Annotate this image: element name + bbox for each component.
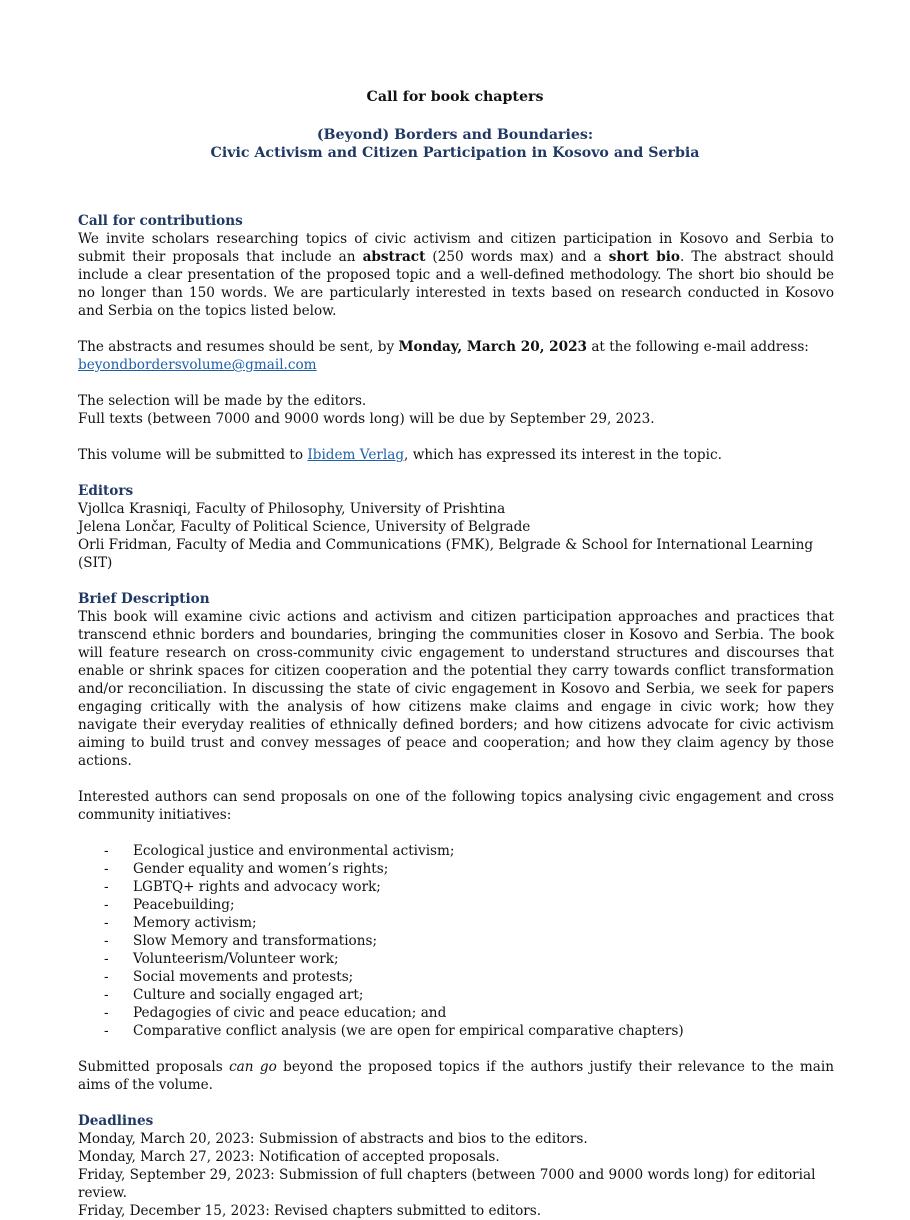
list-item-text: Pedagogies of civic and peace education; and [133, 1005, 447, 1021]
document-subtitle [0, 126, 910, 162]
list-item-text: Volunteerism/Volunteer work; [133, 951, 339, 967]
description-paragraph-2: Interested authors can send proposals on one of the following topics analysing civic engagement and cross community initiatives: [78, 789, 834, 823]
text-run: Full texts (between 7000 and 9000 words long) will be due by September 29, 2023. [78, 411, 655, 427]
list-item-text: Comparative conflict analysis (we are open for empirical comparative chapters) [133, 1023, 684, 1039]
list-item [78, 896, 834, 914]
bullet-dash: - [104, 879, 109, 895]
email-link[interactable]: beyondbordersvolume@gmail.com [78, 357, 317, 373]
section-heading-description: Brief Description [78, 591, 210, 607]
list-item-text: Culture and socially engaged art; [133, 987, 364, 1003]
topics-list [78, 842, 834, 1040]
list-item [78, 986, 834, 1004]
bullet-dash: - [104, 861, 109, 877]
emphasis-short-bio: short bio [608, 249, 680, 265]
text-run: , which has expressed its interest in the topic. [404, 447, 722, 463]
bullet-dash: - [104, 1005, 109, 1021]
deadline-entry: Friday, September 29, 2023: Submission of full chapters (between 7000 and 9000 words long) for editorial review. [78, 1167, 816, 1201]
bullet-dash: - [104, 843, 109, 859]
bullet-dash: - [104, 1023, 109, 1039]
list-item [78, 932, 834, 950]
section-heading-contributions: Call for contributions [78, 213, 243, 229]
document-title: Call for book chapters [366, 89, 544, 105]
editor-entry: Orli Fridman, Faculty of Media and Communications (FMK), Belgrade & School for International Learning (SIT) [78, 537, 814, 571]
contributions-paragraph-4 [78, 446, 834, 464]
bullet-dash: - [104, 915, 109, 931]
bullet-dash: - [104, 951, 109, 967]
text-run: beyond the proposed topics if the authors justify their relevance to the main aims of the volume. [78, 1059, 835, 1093]
section-description [78, 590, 834, 1094]
list-item-text: Peacebuilding; [133, 897, 235, 913]
list-item-text: Social movements and protests; [133, 969, 354, 985]
list-item-text: LGBTQ+ rights and advocacy work; [133, 879, 381, 895]
text-run: The abstracts and resumes should be sent, by [78, 339, 399, 355]
subtitle-line-1: (Beyond) Borders and Boundaries: [316, 127, 594, 143]
document-body [78, 212, 834, 1220]
text-run: at the following e-mail address: [587, 339, 809, 355]
emphasis-deadline-date: Monday, March 20, 2023 [398, 339, 587, 355]
list-item [78, 860, 834, 878]
emphasis-can-go: can go [229, 1059, 277, 1075]
text-run: . The abstract should include a clear presentation of the proposed topic and a well-defined methodology. The short bio should be no longer than 150 words. We are particularly interested in texts based on research conducted in Kosovo and Serbia on the topics listed below. [78, 249, 835, 319]
section-heading-editors: Editors [78, 483, 134, 499]
text-run: We invite scholars researching topics of civic activism and citizen participation in Kosovo and Serbia to submit their proposals that include an [78, 231, 834, 265]
list-item-text: Slow Memory and transformations; [133, 933, 378, 949]
subtitle-line-2: Civic Activism and Citizen Participation in Kosovo and Serbia [210, 145, 700, 161]
section-heading-deadlines: Deadlines [78, 1113, 154, 1129]
bullet-dash: - [104, 897, 109, 913]
list-item [78, 914, 834, 932]
bullet-dash: - [104, 933, 109, 949]
emphasis-abstract: abstract [362, 249, 426, 265]
list-item [78, 968, 834, 986]
section-editors [78, 482, 834, 572]
list-item-text: Memory activism; [133, 915, 257, 931]
description-paragraph-1: This book will examine civic actions and activism and citizen participation approaches and practices that transcend ethnic borders and boundaries, bringing the communities closer in Kosovo and Serbia. The book will feature research on cross-community civic engagement to understand structures and discourses that enable or shrink spaces for citizen cooperation and the potential they carry towards conflict transformation and/or reconciliation. In discussing the state of civic engagement in Kosovo and Serbia, we seek for papers engaging critically with the analysis of how citizens make claims and engage in civic work; how they navigate their everyday realities of ethnically defined borders; and how citizens advocate for civic activism aiming to build trust and convey messages of peace and cooperation; and how they claim agency by those actions. [78, 609, 834, 769]
contributions-paragraph-1 [78, 230, 834, 320]
text-run: Submitted proposals [78, 1059, 230, 1075]
deadline-entry: Monday, March 20, 2023: Submission of abstracts and bios to the editors. [78, 1131, 588, 1147]
deadline-entry: Monday, March 27, 2023: Notification of accepted proposals. [78, 1149, 500, 1165]
deadline-entry: Friday, December 15, 2023: Revised chapters submitted to editors. [78, 1203, 542, 1219]
description-paragraph-3 [78, 1058, 834, 1094]
list-item [78, 1004, 834, 1022]
text-run: (250 words max) and a [425, 249, 609, 265]
section-contributions [78, 212, 834, 464]
list-item [78, 842, 834, 860]
bullet-dash: - [104, 969, 109, 985]
contributions-paragraph-2 [78, 338, 834, 374]
text-run: This volume will be submitted to [78, 447, 308, 463]
publisher-link[interactable]: Ibidem Verlag [307, 447, 405, 463]
text-run: The selection will be made by the editors. [78, 393, 367, 409]
contributions-paragraph-3 [78, 392, 834, 428]
list-item [78, 1022, 834, 1040]
list-item-text: Gender equality and women’s rights; [133, 861, 389, 877]
list-item [78, 950, 834, 968]
section-deadlines [78, 1112, 834, 1220]
list-item [78, 878, 834, 896]
editor-entry: Vjollca Krasniqi, Faculty of Philosophy, University of Prishtina [78, 501, 506, 517]
bullet-dash: - [104, 987, 109, 1003]
list-item-text: Ecological justice and environmental activism; [133, 843, 455, 859]
editor-entry: Jelena Lončar, Faculty of Political Science, University of Belgrade [78, 519, 531, 535]
